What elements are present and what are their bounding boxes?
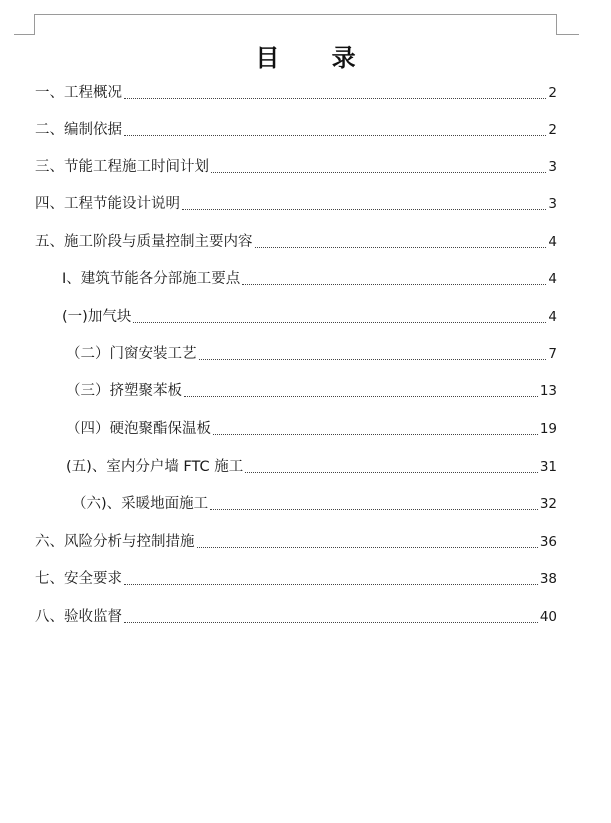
toc-entry-page: 4 bbox=[548, 234, 557, 250]
toc-dot-leader bbox=[133, 322, 546, 323]
toc-dot-leader bbox=[124, 135, 546, 136]
toc-dot-leader bbox=[199, 359, 547, 360]
toc-entry-page: 38 bbox=[539, 571, 557, 587]
toc-entry[interactable] bbox=[66, 341, 557, 363]
toc-entry-page: 36 bbox=[539, 534, 557, 550]
toc-entry[interactable] bbox=[35, 566, 557, 588]
toc-entry-label: （二）门窗安装工艺 bbox=[66, 346, 197, 362]
toc-entry-page: 19 bbox=[539, 421, 557, 437]
toc-entry[interactable] bbox=[35, 529, 557, 551]
toc-entry-label: I、建筑节能各分部施工要点 bbox=[62, 271, 241, 287]
toc-entry-label: 三、节能工程施工时间计划 bbox=[35, 159, 209, 175]
toc-entry-page: 3 bbox=[548, 196, 557, 212]
page-corner-mark-left bbox=[14, 14, 35, 35]
toc-entry[interactable] bbox=[66, 454, 557, 476]
toc-dot-leader bbox=[124, 622, 538, 623]
toc-dot-leader bbox=[242, 284, 546, 285]
toc-entry-label: 八、验收监督 bbox=[35, 609, 122, 625]
toc-entry[interactable] bbox=[35, 154, 557, 176]
toc-entry-label: 二、编制依据 bbox=[35, 122, 122, 138]
toc-dot-leader bbox=[124, 584, 538, 585]
toc-entry[interactable] bbox=[35, 117, 557, 139]
toc-entry[interactable] bbox=[66, 378, 557, 400]
toc-entry-label: 七、安全要求 bbox=[35, 571, 122, 587]
toc-entry[interactable] bbox=[62, 304, 557, 326]
toc-entry[interactable] bbox=[35, 229, 557, 251]
toc-entry-page: 4 bbox=[548, 309, 557, 325]
toc-entry-page: 40 bbox=[539, 609, 557, 625]
toc-dot-leader bbox=[124, 98, 546, 99]
toc-dot-leader bbox=[182, 209, 546, 210]
toc-entry-label: 四、工程节能设计说明 bbox=[35, 196, 180, 212]
toc-entry-label: 一、工程概况 bbox=[35, 85, 122, 101]
toc-entry-label: (一)加气块 bbox=[62, 309, 132, 325]
toc-entry-label: 六、风险分析与控制措施 bbox=[35, 534, 195, 550]
toc-entry-label: （三）挤塑聚苯板 bbox=[66, 383, 182, 399]
toc-entry-label: (五)、室内分户墙 FTC 施工 bbox=[66, 459, 244, 475]
toc-entry[interactable] bbox=[35, 191, 557, 213]
toc-entry[interactable] bbox=[35, 80, 557, 102]
toc-entry-page: 31 bbox=[539, 459, 557, 475]
toc-entry-label: （四）硬泡聚酯保温板 bbox=[66, 421, 211, 437]
toc-dot-leader bbox=[184, 396, 538, 397]
toc-title: 目 录 bbox=[255, 43, 378, 72]
toc-dot-leader bbox=[213, 434, 538, 435]
toc-entry-page: 2 bbox=[548, 122, 557, 138]
toc-entry-label: （六)、采暖地面施工 bbox=[72, 496, 209, 512]
header-rule bbox=[34, 14, 556, 15]
toc-entry-page: 3 bbox=[548, 159, 557, 175]
toc-entry-page: 32 bbox=[539, 496, 557, 512]
toc-entry-page: 7 bbox=[548, 346, 557, 362]
toc-entry[interactable] bbox=[35, 604, 557, 626]
toc-entry-page: 2 bbox=[548, 85, 557, 101]
toc-entry-page: 4 bbox=[548, 271, 557, 287]
toc-dot-leader bbox=[211, 172, 546, 173]
toc-entry[interactable] bbox=[72, 491, 557, 513]
toc-dot-leader bbox=[245, 472, 538, 473]
toc-dot-leader bbox=[210, 509, 538, 510]
toc-entry[interactable] bbox=[66, 416, 557, 438]
toc-dot-leader bbox=[255, 247, 547, 248]
toc-dot-leader bbox=[197, 547, 538, 548]
toc-entry[interactable] bbox=[62, 266, 557, 288]
toc-entry-label: 五、施工阶段与质量控制主要内容 bbox=[35, 234, 253, 250]
page-corner-mark-right bbox=[556, 14, 579, 35]
toc-entry-page: 13 bbox=[539, 383, 557, 399]
